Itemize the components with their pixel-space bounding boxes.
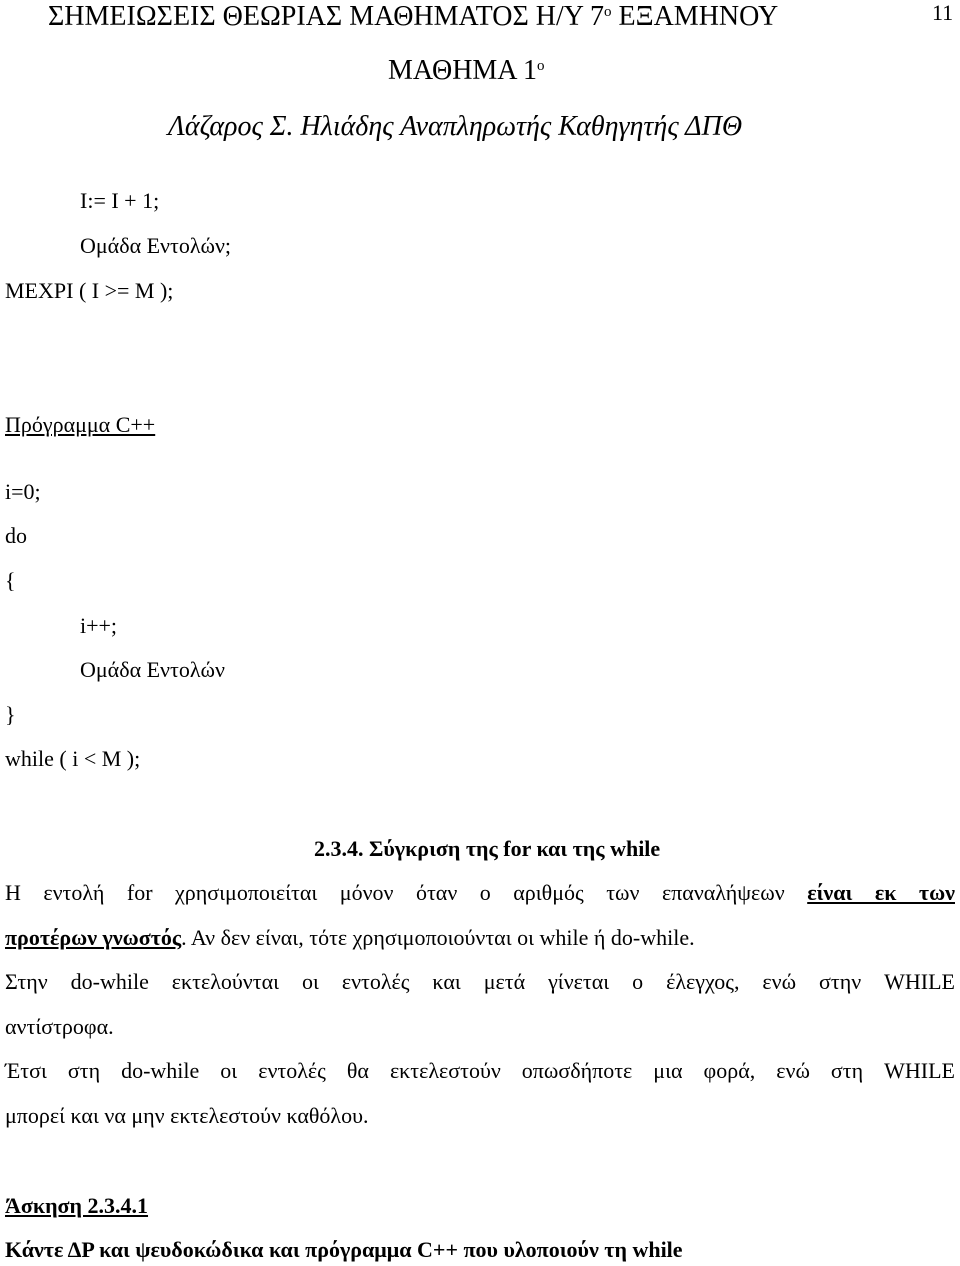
cpp-line-4: i++; bbox=[80, 613, 118, 638]
cpp-line-2: do bbox=[5, 523, 27, 548]
lesson-label: ΜΑΘΗΜΑ 1 bbox=[388, 55, 537, 86]
paragraph-1-text: Η εντολή for χρησιμοποιείται μόνον όταν ο αριθμός των επαναλήψεων bbox=[5, 880, 808, 905]
pseudocode-line-3: ΜΕΧΡΙ ( I >= M ); bbox=[5, 278, 174, 303]
paragraph-2-line-1: Στην do-while εκτελούνται οι εντολές και μετά γίνεται ο έλεγχος, ενώ στην WHILE bbox=[5, 969, 955, 994]
exercise-heading: Άσκηση 2.3.4.1 bbox=[5, 1193, 149, 1218]
pseudocode-line-1: I:= I + 1; bbox=[80, 188, 160, 213]
cpp-line-1: i=0; bbox=[5, 479, 41, 504]
header-title: ΣΗΜΕΙΩΣΕΙΣ ΘΕΩΡΙΑΣ ΜΑΘΗΜΑΤΟΣ Η/Υ 7 bbox=[48, 1, 604, 32]
document-header bbox=[48, 0, 778, 34]
paragraph-1-emphasis: είναι εκ των bbox=[807, 880, 955, 905]
page-number: 11 bbox=[932, 0, 954, 25]
lesson-title bbox=[388, 54, 544, 88]
cpp-line-7: while ( i < M ); bbox=[5, 746, 141, 771]
paragraph-2-line-2: αντίστροφα. bbox=[5, 1014, 114, 1039]
paragraph-1-tail: . Αν δεν είναι, τότε χρησιμοποιούνται οι while ή do-while. bbox=[181, 925, 695, 950]
paragraph-3-line-1: Έτσι στη do-while οι εντολές θα εκτελεστούν οπωσδήποτε μια φορά, ενώ στη WHILE bbox=[5, 1058, 955, 1083]
paragraph-1-emphasis-cont: προτέρων γνωστός bbox=[5, 925, 182, 950]
pseudocode-line-2: Ομάδα Εντολών; bbox=[80, 233, 232, 258]
author-line: Λάζαρος Σ. Ηλιάδης Αναπληρωτής Καθηγητής ΔΠΘ bbox=[168, 111, 743, 142]
paragraph-1-line-2 bbox=[5, 925, 695, 951]
header-title-superscript: ο bbox=[603, 4, 612, 20]
cpp-line-6: } bbox=[5, 702, 16, 727]
header-title-tail: ΕΞΑΜΗΝΟΥ bbox=[611, 1, 779, 32]
section-title: 2.3.4. Σύγκριση της for και της while bbox=[314, 836, 661, 861]
cpp-line-5: Ομάδα Εντολών bbox=[80, 657, 225, 682]
exercise-text: Κάντε ΔΡ και ψευδοκώδικα και πρόγραμμα C++ που υλοποιούν τη while bbox=[5, 1237, 683, 1262]
paragraph-1-line-1 bbox=[5, 880, 955, 906]
cpp-line-3: { bbox=[5, 568, 16, 593]
paragraph-3-line-2: μπορεί και να μην εκτελεστούν καθόλου. bbox=[5, 1103, 369, 1128]
lesson-superscript: ο bbox=[536, 58, 545, 74]
cpp-program-heading: Πρόγραμμα C++ bbox=[5, 412, 156, 437]
